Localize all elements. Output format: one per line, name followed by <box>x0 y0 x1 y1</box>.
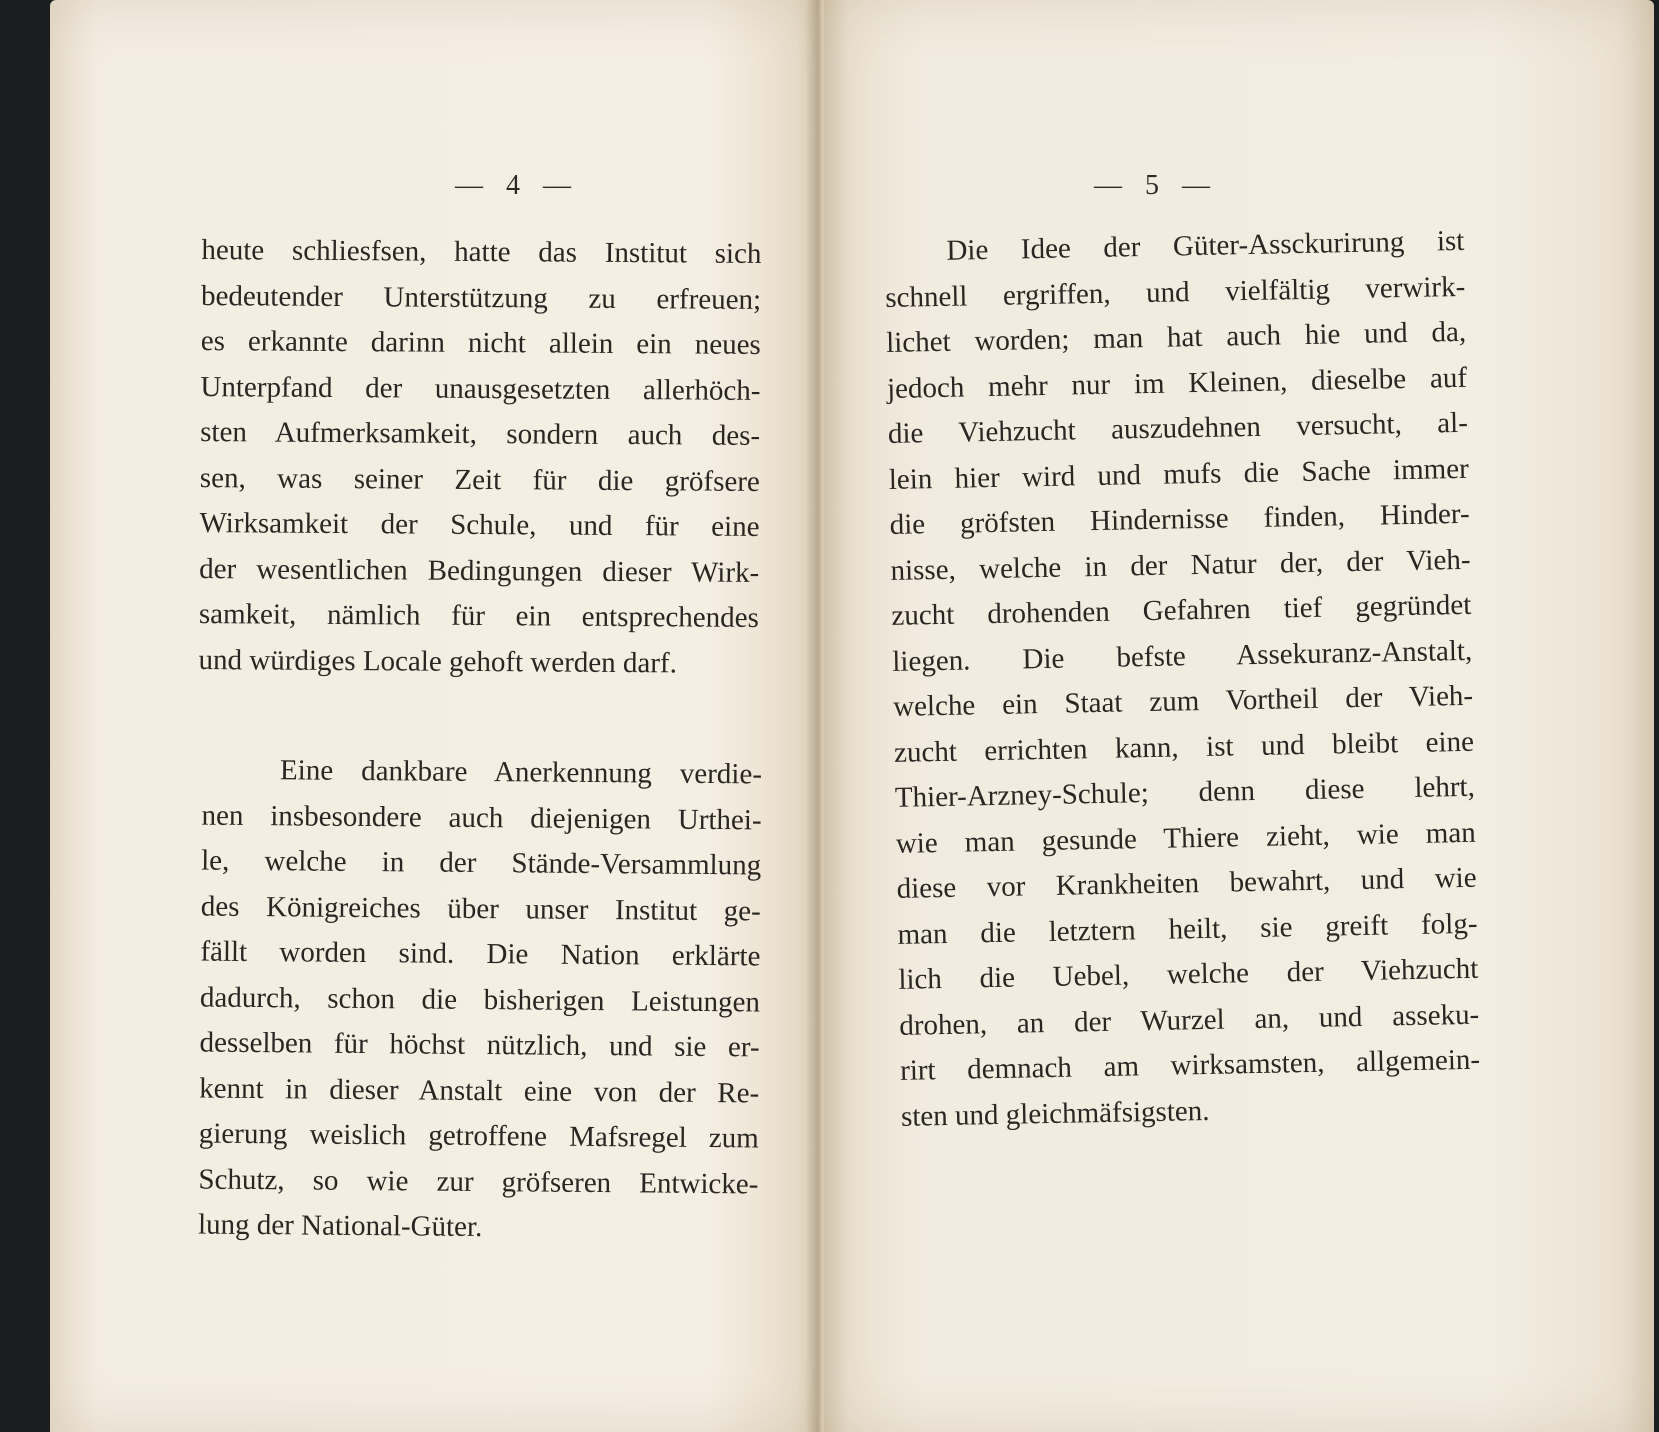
text-line: sten Aufmerksamkeit, sondern auch des- <box>200 416 761 452</box>
text-line: jedoch mehr nur im Kleinen, dieselbe auf <box>886 361 1468 405</box>
text-line: welche ein Staat zum Vortheil der Vieh- <box>892 679 1474 723</box>
text-line: Thier-Arzney-Schule; denn diese lehrt, <box>894 770 1476 814</box>
text-line: Eine dankbare Anerkennung verdie- <box>279 754 763 791</box>
text-line: nisse, welche in der Natur der, der Vieh- <box>890 543 1471 587</box>
page-number-5: — 5 — <box>1094 170 1218 201</box>
open-book <box>40 0 1659 1432</box>
text-line: lichet worden; man hat auch hie und da, <box>885 315 1467 359</box>
left-paragraph-2 <box>198 748 762 1253</box>
text-line: gierung weislich getroffene Mafsregel zum <box>198 1117 759 1155</box>
left-paragraph-1 <box>198 228 761 687</box>
text-line: zucht errichten kann, ist und bleibt eine <box>893 725 1475 769</box>
text-line: lein hier wird und mufs die Sache immer <box>888 452 1469 496</box>
right-page <box>824 0 1654 1432</box>
text-line: die Viehzucht auszudehnen versucht, al- <box>887 406 1469 450</box>
text-line: des Königreiches über unser Institut ge- <box>200 890 761 927</box>
text-line: dadurch, schon die bisherigen Leistungen <box>199 981 761 1018</box>
text-line: Die Idee der Güter-Assckurirung ist <box>946 224 1465 267</box>
text-line: Schutz, so wie zur gröfseren Entwicke- <box>198 1163 759 1200</box>
text-line: kennt in dieser Anstalt eine von der Re- <box>199 1072 760 1109</box>
text-line: schnell ergriffen, und vielfältig verwirk- <box>884 270 1466 314</box>
text-line: liegen. Die befste Assekuranz-Anstalt, <box>891 634 1473 678</box>
text-line: man die letztern heilt, sie greift folg- <box>897 907 1478 951</box>
text-line: sten und gleichmäfsigsten. <box>900 1094 1210 1133</box>
text-line: samkeit, nämlich für ein entsprechendes <box>198 598 759 634</box>
left-page <box>50 0 820 1432</box>
text-line: zucht drohenden Gefahren tief gegründet <box>891 588 1472 632</box>
text-line: wie man gesunde Thiere zieht, wie man <box>895 816 1476 860</box>
right-paragraph-1 <box>884 219 1481 1140</box>
page-number-4: — 4 — <box>455 170 579 201</box>
text-line: sen, was seiner Zeit für die gröfsere <box>199 461 760 498</box>
text-line: es erkannte darinn nicht allein ein neues <box>200 325 761 361</box>
text-line: fällt worden sind. Die Nation erklärte <box>200 935 761 973</box>
text-line: lung der National-Güter. <box>197 1208 483 1244</box>
text-line: le, welche in der Stände-Versammlung <box>201 844 762 882</box>
text-line: desselben für höchst nützlich, und sie er- <box>199 1026 760 1064</box>
text-line: heute schliesfsen, hatte das Institut sich <box>201 234 762 270</box>
text-line: nen insbesondere auch diejenigen Urthei- <box>201 799 762 836</box>
text-line: Unterpfand der unausgesetzten allerhöch- <box>200 370 761 407</box>
text-line: rirt demnach am wirksamsten, allgemein- <box>899 1043 1481 1087</box>
text-line: der wesentlichen Bedingungen dieser Wirk- <box>199 552 760 589</box>
text-line: und würdiges Locale gehoft werden darf. <box>198 643 678 679</box>
text-line: diese vor Krankheiten bewahrt, und wie <box>896 861 1477 905</box>
text-line: bedeutender Unterstützung zu erfreuen; <box>201 279 762 316</box>
text-line: Wirksamkeit der Schule, und für eine <box>199 507 760 543</box>
text-line: die gröfsten Hindernisse finden, Hinder- <box>889 497 1470 541</box>
text-line: drohen, an der Wurzel an, und asseku- <box>898 998 1480 1042</box>
text-line: lich die Uebel, welche der Viehzucht <box>898 952 1479 996</box>
